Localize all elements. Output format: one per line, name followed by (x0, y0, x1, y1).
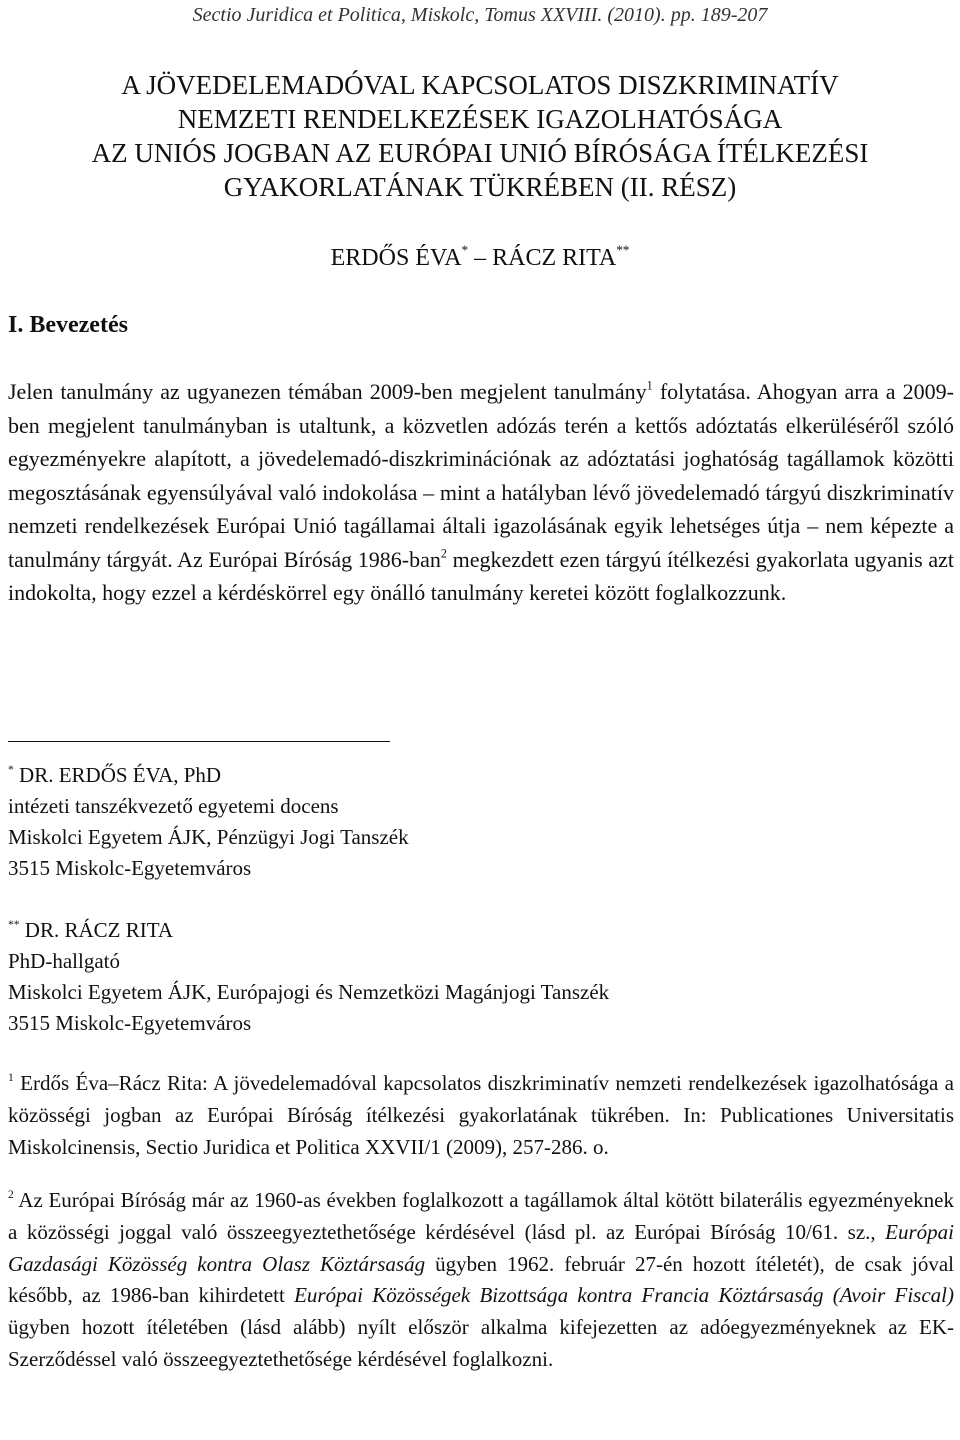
author-footnote-mark[interactable]: * (461, 242, 469, 258)
footnote-separator (8, 741, 390, 742)
footnote-number: 2 (8, 1188, 14, 1201)
affiliation-name-line (8, 760, 948, 791)
footnote-number: 1 (8, 1071, 14, 1084)
affiliation-mark: ** (8, 918, 20, 931)
running-head: Sectio Juridica et Politica, Miskolc, Tomus XXVIII. (2010). pp. 189-207 (192, 4, 768, 26)
affiliation-line: 3515 Miskolc-Egyetemváros (8, 856, 252, 880)
affiliation-line: PhD-hallgató (8, 949, 120, 973)
title-line: GYAKORLATÁNAK TÜKRÉBEN (II. RÉSZ) (223, 172, 737, 202)
author-affiliation (8, 760, 948, 884)
author-line (0, 242, 960, 272)
affiliation-name: DR. RÁCZ RITA (19, 918, 174, 942)
case-name: Európai Közösségek Bizottsága kontra Francia Köztársaság (Avoir Fiscal) (294, 1283, 955, 1308)
affiliation-line: Miskolci Egyetem ÁJK, Pénzügyi Jogi Tanszék (8, 825, 409, 849)
affiliation-name: DR. ERDŐS ÉVA, PhD (13, 763, 222, 787)
footnote-ref[interactable]: 2 (440, 545, 447, 560)
footnote-1 (8, 1068, 954, 1163)
author-affiliation (8, 915, 948, 1039)
intro-paragraph (8, 375, 954, 610)
section-heading: I. Bevezetés (8, 312, 128, 338)
paragraph-text: folytatása. Ahogyan arra a 2009-ben megjelent tanulmányban is utaltunk, a közvetlen adózás terén a kettős adóztatás elkerüléséről szóló egyezményekre alapított, a jövedelemadó-diszkriminációnak az adóztatási joghatóság tagállamok közötti megosztásának egyensúlyával való indokolása – mint a hatályban lévő jövedelemadó tárgyú diszkriminatív nemzeti rendelkezések Európai Unió tagállamai általi igazolásának egyik lehetséges útja – nem képezte a tanulmány tárgyát. Az Európai Bíróság 1986-ban (8, 379, 954, 572)
author-footnote-mark[interactable]: ** (616, 242, 630, 258)
affiliation-mark: * (8, 763, 14, 776)
footnote-text: Erdős Éva–Rácz Rita: A jövedelemadóval kapcsolatos diszkriminatív nemzeti rendelkezések igazolhatósága a közösségi jogban az Európai Bíróság ítélkezési gyakorlatának tükrében. In: Publicationes Universitatis Miskolcinensis, Sectio Juridica et Politica XXVII/1 (2009), 257-286. o. (8, 1071, 954, 1159)
title-line: NEMZETI RENDELKEZÉSEK IGAZOLHATÓSÁGA (177, 104, 783, 134)
title-line: A JÖVEDELEMADÓVAL KAPCSOLATOS DISZKRIMINATÍV (121, 70, 839, 100)
paragraph-text: Jelen tanulmány az ugyanezen témában 2009-ben megjelent tanulmány (8, 379, 647, 404)
footnote-2 (8, 1185, 954, 1376)
article-title (0, 68, 960, 204)
footnote-text: ügyben hozott ítéletében (lásd alább) nyílt először alkalma kifejezetten az adóegyezményeknek az EK-Szerződéssel való összeegyeztethetősége kérdésével foglalkozni. (8, 1315, 954, 1371)
title-line: AZ UNIÓS JOGBAN AZ EURÓPAI UNIÓ BÍRÓSÁGA ÍTÉLKEZÉSI (91, 138, 869, 168)
author-separator: – (468, 245, 493, 271)
footnote-ref[interactable]: 1 (646, 378, 653, 393)
affiliation-line: 3515 Miskolc-Egyetemváros (8, 1011, 252, 1035)
affiliation-line: intézeti tanszékvezető egyetemi docens (8, 794, 339, 818)
affiliation-name-line (8, 915, 948, 946)
footnote-text: ügyben 1962. február 27-én hozott ítéletét), de csak jóval később, az 1986-ban kihirdetett (8, 1251, 954, 1308)
case-name: Európai Gazdasági Közösség kontra Olasz Köztársaság (8, 1219, 954, 1276)
footnote-text: Az Európai Bíróság már az 1960-as években foglalkozott a tagállamok által kötött bilaterális egyezményeknek a közösségi joggal való összeegyeztethetősége kérdésével (lásd pl. az Európai Bíróság 10/61. sz., (8, 1188, 954, 1244)
author-name: RÁCZ RITA (492, 245, 617, 271)
author-name: ERDŐS ÉVA (330, 245, 462, 271)
affiliation-line: Miskolci Egyetem ÁJK, Európajogi és Nemzetközi Magánjogi Tanszék (8, 980, 610, 1004)
paragraph-text: megkezdett ezen tárgyú ítélkezési gyakorlata ugyanis azt indokolta, hogy ezzel a kérdéskörrel egy önálló tanulmány keretei között foglalkozzunk. (8, 546, 954, 605)
